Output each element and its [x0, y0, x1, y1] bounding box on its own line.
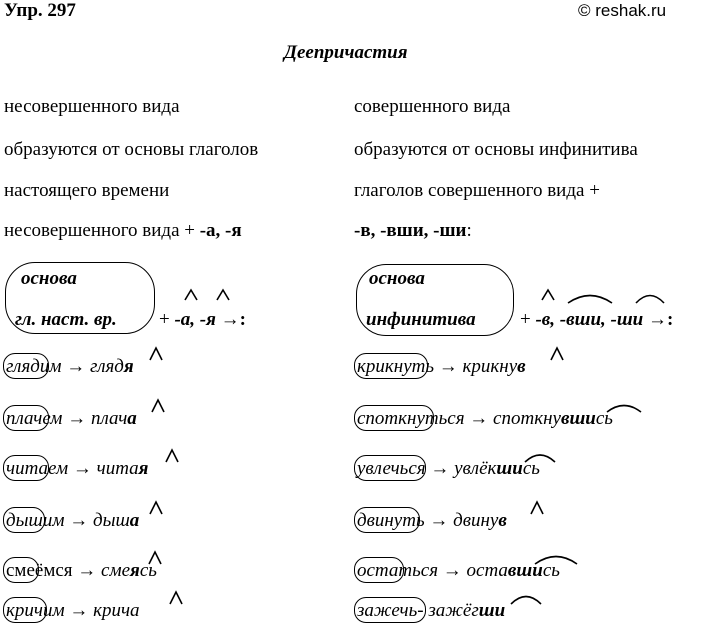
example-ending: ться	[424, 408, 465, 429]
example-result-suffix: я	[138, 458, 149, 479]
example-result-postfix: сь	[139, 560, 157, 581]
example-result-suffix: я	[123, 356, 134, 377]
example-stem: споткну	[357, 408, 425, 429]
example-ending: им	[42, 600, 65, 621]
left-formula-plus: +	[159, 309, 175, 330]
site-credit: © reshak.ru	[578, 1, 667, 20]
right-suffixes: -в, -вши, -ши	[354, 220, 467, 241]
example-stem: гляд	[6, 356, 40, 377]
example-result-suffix: вши	[507, 560, 543, 581]
left-box-top: основа	[21, 268, 77, 289]
example-arrow: →	[64, 600, 94, 621]
left-formula-ya: -я	[199, 309, 216, 330]
example-result-base: плач	[90, 408, 128, 429]
example-result-suffix: ши	[496, 458, 523, 479]
right-colon: :	[466, 220, 472, 241]
example-ending: им	[39, 356, 62, 377]
example-result-suffix: я	[130, 560, 140, 581]
example-stem: крикну	[357, 356, 412, 377]
left-box-bottom: гл. наст. вр.	[15, 309, 117, 330]
right-line-3: глаголов совершенного вида +	[354, 180, 600, 201]
example-stem: крич	[6, 600, 43, 621]
suffix-caret	[152, 400, 164, 412]
left-formula-a: -а,	[174, 309, 196, 330]
example-arrow: →	[424, 510, 454, 531]
example-ending: ёмся	[34, 560, 73, 581]
example-result-base: гляд	[90, 356, 124, 377]
example-stem: увлечь	[357, 458, 409, 479]
example-stem: плач	[6, 408, 43, 429]
example-arrow: →	[438, 560, 467, 581]
example-result-suffix: а	[129, 510, 140, 531]
right-formula-arrow: →:	[648, 309, 674, 330]
example-arrow: →	[425, 458, 455, 479]
example-ending: ем	[48, 458, 69, 479]
example-stem: сме	[6, 560, 35, 581]
example-ending: ть	[402, 510, 425, 531]
example-arrow: →	[61, 356, 91, 377]
example-ending: ться	[398, 560, 439, 581]
suffix-arc	[568, 296, 612, 304]
suffix-caret	[542, 290, 554, 300]
suffix-arc	[535, 557, 577, 565]
right-formula-plus: +	[520, 309, 536, 330]
left-line-3: настоящего времени	[4, 180, 170, 201]
suffix-arc	[607, 406, 641, 413]
example-stem: зажечь	[357, 600, 418, 621]
example-result-postfix: сь	[542, 560, 560, 581]
suffix-caret	[170, 592, 182, 604]
example-result-base: сме	[101, 560, 131, 581]
example-result-suffix: в	[498, 510, 507, 531]
example-arrow: →	[64, 510, 93, 531]
suffix-arc	[525, 455, 555, 462]
example-result-postfix: сь	[522, 458, 540, 479]
example-stem: двину	[357, 510, 403, 531]
example-stem: чита	[6, 458, 49, 479]
suffix-caret	[531, 502, 543, 514]
example-result-postfix: сь	[595, 408, 613, 429]
example-ending: ем	[42, 408, 63, 429]
right-box-top: основа	[369, 268, 425, 289]
left-line-4-text: несовершенного вида +	[4, 220, 200, 241]
left-formula-arrow: →:	[220, 309, 246, 330]
example-result-suffix: ши	[478, 600, 506, 621]
suffix-caret	[217, 290, 229, 300]
example-result-suffix: а	[127, 408, 137, 429]
example-arrow: →	[464, 408, 494, 429]
example-arrow: →	[434, 356, 463, 377]
suffix-arc	[511, 597, 541, 605]
suffix-caret	[150, 502, 162, 514]
example-arrow: →	[72, 560, 102, 581]
example-result-base: зажёг	[428, 600, 479, 621]
example-arrow: -	[417, 600, 429, 621]
example-result-suffix: в	[517, 356, 526, 377]
exercise-number: Упр. 297	[4, 0, 76, 21]
suffix-caret	[185, 290, 197, 300]
example-stem: дыш	[6, 510, 43, 531]
left-line-2: образуются от основы глаголов	[4, 139, 259, 160]
example-result-base: чита	[96, 458, 139, 479]
example-ending: ть	[411, 356, 435, 377]
example-result-base: оста	[466, 560, 508, 581]
right-line-1: совершенного вида	[354, 96, 511, 117]
example-arrow: →	[62, 408, 91, 429]
left-suffixes: -а, -я	[199, 220, 242, 241]
example-stem: оста	[357, 560, 399, 581]
right-formula-v: -в,	[535, 309, 556, 330]
example-result-base: крича	[93, 600, 140, 621]
example-result-suffix: вши	[560, 408, 596, 429]
suffix-caret	[150, 348, 162, 360]
page-title: Деепричастия	[284, 42, 408, 63]
right-box-bottom: инфинитива	[366, 309, 476, 330]
suffix-caret	[149, 552, 161, 564]
suffix-arc	[636, 296, 664, 304]
left-line-1: несовершенного вида	[4, 96, 180, 117]
example-result-base: увлёк	[454, 458, 497, 479]
example-result-base: крикну	[462, 356, 518, 377]
right-formula-vshi: -вши,	[559, 309, 606, 330]
example-result-base: споткну	[493, 408, 561, 429]
example-result-base: двину	[453, 510, 499, 531]
example-ending: ся	[408, 458, 426, 479]
right-line-2: образуются от основы инфинитива	[354, 139, 638, 160]
example-ending: им	[42, 510, 65, 531]
suffix-caret	[166, 450, 178, 462]
example-arrow: →	[68, 458, 97, 479]
suffix-caret	[551, 348, 563, 360]
example-result-base: дыш	[92, 510, 130, 531]
right-formula-shi: -ши	[610, 309, 644, 330]
